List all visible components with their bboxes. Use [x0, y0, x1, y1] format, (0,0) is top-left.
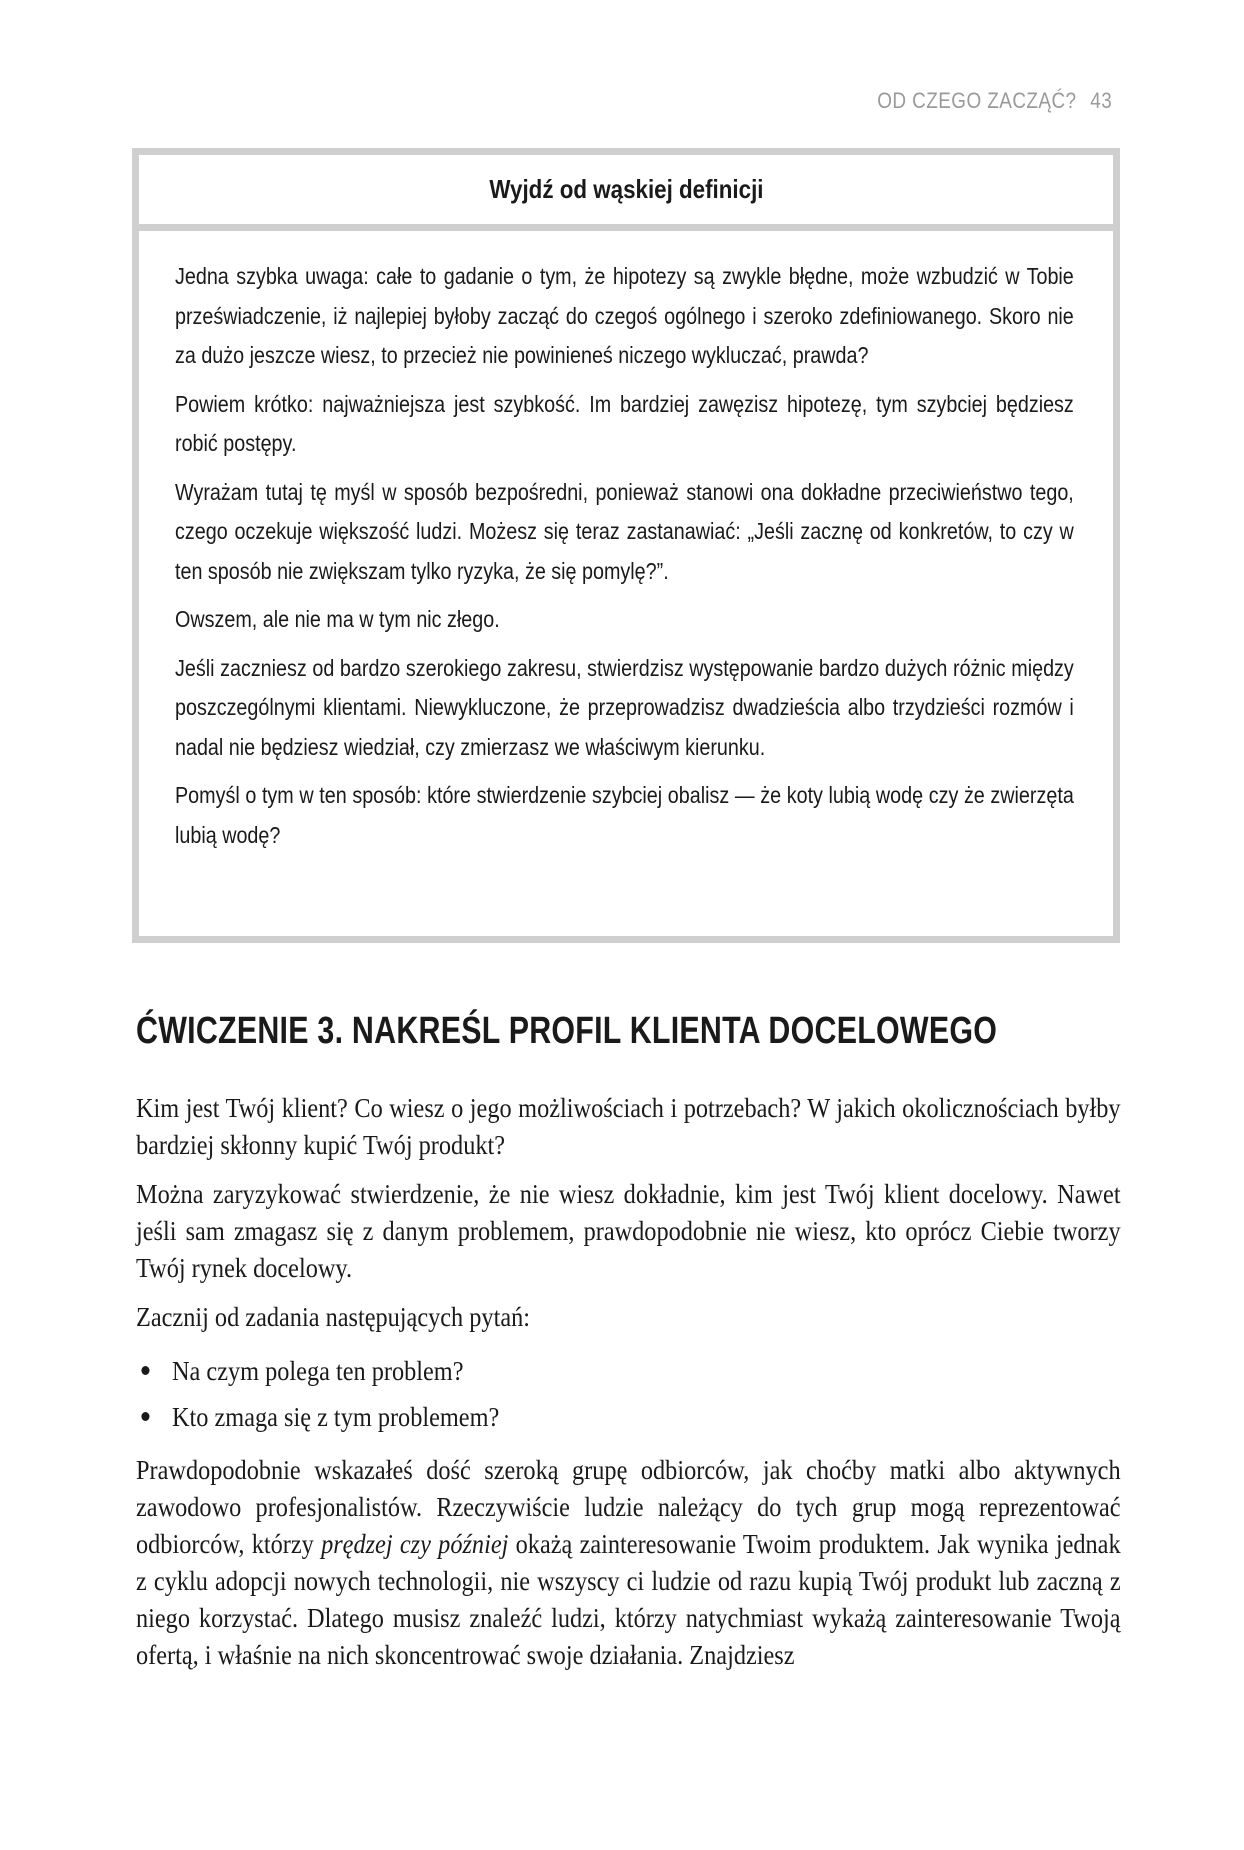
- sidebar-paragraph: Jeśli zaczniesz od bardzo szerokiego zakresu, stwierdzisz występowanie bardzo dużych różnic między poszczególnymi klientami. Niewykluczone, że przeprowadzisz dwadzieścia albo trzydzieści rozmów i nadal nie będziesz wiedział, czy zmierzasz we właściwym kierunku.: [175, 654, 1074, 760]
- sidebar-paragraph: Owszem, ale nie ma w tym nic złego.: [175, 606, 500, 632]
- body-text: Prawdopodobnie wskazałeś dość szeroką grupę odbiorców, jak choćby matki albo aktywnych zawodowo profesjonalistów. Rzeczywiście ludzie należący do tych grup mogą reprezentować odbiorców, którzy: [136, 1455, 1121, 1559]
- bullet-text: Kto zmaga się z tym problemem?: [172, 1402, 500, 1432]
- bullet-text: Na czym polega ten problem?: [172, 1356, 464, 1386]
- sidebar-paragraph: Jedna szybka uwaga: całe to gadanie o tym, że hipotezy są zwykle błędne, może wzbudzić w Tobie przeświadczenie, iż najlepiej byłoby zacząć do czegoś ogólnego i szeroko zdefiniowanego. Skoro nie za dużo jeszcze wiesz, to przecież nie powinieneś niczego wykluczać, prawda?: [175, 263, 1074, 368]
- sidebar-body: [139, 231, 1113, 855]
- bullet-item: [136, 1348, 1072, 1394]
- body-paragraph: [136, 1452, 1121, 1674]
- body-paragraph: Można zaryzykować stwierdzenie, że nie wiesz dokładnie, kim jest Twój klient docelowy. Nawet jeśli sam zmagasz się z danym problemem, prawdopodobnie nie wiesz, kto oprócz Ciebie tworzy Twój rynek docelowy.: [136, 1179, 1121, 1283]
- sidebar-paragraph: Powiem krótko: najważniejsza jest szybkość. Im bardziej zawęzisz hipotezę, tym szybciej będziesz robić postępy.: [175, 390, 1074, 456]
- sidebar-paragraph: Wyrażam tutaj tę myśl w sposób bezpośredni, ponieważ stanowi ona dokładne przeciwieństwo tego, czego oczekuje większość ludzi. Możesz się teraz zastanawiać: „Jeśli zacznę od konkretów, to czy w ten sposób nie zwiększam tylko ryzyka, że się pomylę?”.: [175, 478, 1074, 584]
- body-text: okażą zainteresowanie Twoim produktem. Jak wynika jednak z cyklu adopcji nowych technologii, nie wszyscy ci ludzie od razu kupią Twój produkt lub zaczną z niego korzystać. Dlatego musisz znaleźć ludzi, którzy natychmiast wykażą zainteresowanie Twoją ofertą, i właśnie na nich skoncentrować swoje działania. Znajdziesz: [136, 1529, 1121, 1670]
- body-paragraph: Zacznij od zadania następujących pytań:: [136, 1302, 531, 1332]
- running-head: [877, 88, 1112, 114]
- page-number: 43: [1090, 88, 1112, 113]
- bullet-dot-icon: [141, 1366, 149, 1375]
- body-paragraph: Kim jest Twój klient? Co wiesz o jego możliwościach i potrzebach? W jakich okolicznościach byłby bardziej skłonny kupić Twój produkt?: [136, 1093, 1121, 1160]
- section-heading: ĆWICZENIE 3. NAKREŚL PROFIL KLIENTA DOCELOWEGO: [136, 1010, 998, 1052]
- sidebar-title-bar: [139, 155, 1113, 231]
- sidebar-paragraph: Pomyśl o tym w ten sposób: które stwierdzenie szybciej obalisz — że koty lubią wodę czy że zwierzęta lubią wodę?: [175, 782, 1074, 848]
- sidebar-title: Wyjdź od wąskiej definicji: [488, 174, 764, 204]
- bullet-item: [136, 1394, 1072, 1440]
- sidebar-box: [132, 148, 1120, 943]
- bullet-list: [136, 1348, 1120, 1440]
- bullet-dot-icon: [141, 1412, 149, 1421]
- italic-phrase: prędzej czy później: [321, 1529, 509, 1559]
- running-title: OD CZEGO ZACZĄĆ?: [877, 88, 1077, 113]
- main-text: [136, 1090, 1120, 1686]
